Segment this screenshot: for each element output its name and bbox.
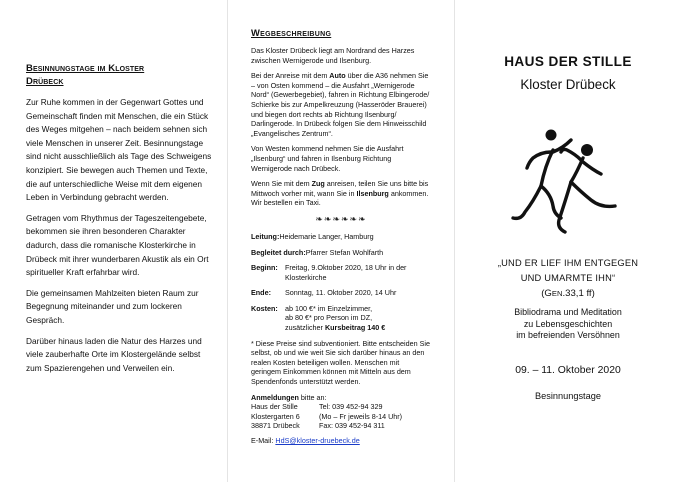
text: ab 80 €* pro Person im DZ, — [285, 313, 373, 323]
desc-line: Bibliodrama und Meditation — [514, 307, 622, 317]
value: Freitag, 9.Oktober 2020, 18 Uhr in der Klosterkirche — [285, 263, 407, 282]
intro-text — [26, 96, 216, 382]
cover-title: HAUS DER STILLE — [504, 54, 632, 69]
text: Auto — [329, 71, 346, 81]
label: Ende: — [251, 288, 271, 298]
label: E-Mail: — [251, 436, 276, 445]
text: Anmeldungen — [251, 392, 299, 402]
course-description — [454, 307, 682, 342]
label: Leitung: — [251, 231, 280, 241]
begleitet-row — [251, 248, 431, 258]
text: ab 100 €* im Einzelzimmer, — [285, 303, 373, 313]
paragraph: Darüber hinaus laden die Natur des Harzes und viele zauberhafte Orte im Klostergelände selbst zum Spazierengehen und Verweilen ein. — [26, 335, 202, 373]
beginn-row — [251, 263, 431, 282]
text: ankommen. Wir bestellen ein Taxi. — [251, 188, 429, 208]
paragraph: Die gemeinsamen Mahlzeiten bieten Raum zur Begegnung miteinander und zum lockeren Gespräch. — [26, 287, 199, 325]
text: Ilsenburg — [356, 188, 389, 198]
directions-heading: Wegbeschreibung — [251, 27, 332, 38]
bible-reference — [454, 288, 682, 299]
quote-line: UND UMARMTE IHN“ — [520, 273, 616, 283]
address-line: Klostergarten 6 — [251, 411, 300, 421]
event-type: Besinnungstage — [535, 391, 601, 401]
kosten-row — [251, 304, 431, 333]
text: Wenn Sie mit dem — [251, 179, 312, 189]
phone: Tel: 039 452-94 329 — [319, 402, 383, 412]
paragraph: Zur Ruhe kommen in der Gegenwart Gottes und Gemeinschaft finden mit Menschen, die ein Stück des Weges mitgehen – nach beidem sehnen sich viele Menschen in unserer Zeit. Besinnungstage sind nicht ausschließlich als Tage des Schweigens konzipiert. Sie bewegen auch Themen und Texte, die auf unterschiedliche Weise mit dem eigenen Leben in Verbindung gebracht werden. — [26, 97, 212, 203]
title-line: Besinnungstage im Kloster — [26, 63, 145, 74]
address-line: Haus der Stille — [251, 402, 298, 412]
text: .33,1 ff) — [562, 288, 595, 299]
directions-intro: Das Kloster Drübeck liegt am Nordrand des Harzes zwischen Wernigerode und Ilsenburg. — [251, 46, 415, 65]
email-link[interactable]: HdS@kloster-druebeck.de — [275, 436, 360, 445]
phone-hours: (Mo – Fr jeweils 8-14 Uhr) — [319, 411, 403, 421]
text: EN — [551, 289, 563, 298]
fax: Fax: 039 452-94 311 — [319, 421, 385, 431]
value — [283, 304, 385, 333]
panel-left — [0, 0, 227, 482]
directions-west: Von Westen kommend nehmen Sie die Ausfahrt „Ilsenburg“ und fahren in Ilsenburg Richtung Wernigerode nach Drübeck. — [251, 144, 404, 173]
text: über die A36 nehmen Sie – von Osten kommend – die Ausfahrt „Wernigerode Nord“ (Gewerbegebiet), fahren in Richtung Elbingerode/ Schierke bis zur Ampelkreuzung (Hasseröder Brauerei) und biegen dort rechts ab Richtung Ilsenburg/ Darlingerode. In Drübeck folgen Sie dem Hinweisschild „Evangelisches Zentrum“. — [251, 71, 430, 138]
desc-line: zu Lebensgeschichten — [523, 318, 613, 329]
text: zusätzlicher — [285, 323, 325, 333]
ornament-divider: ❧❧❧❧❧❧ — [315, 213, 367, 224]
value: Heidemarie Langer, Hamburg — [279, 231, 374, 241]
quote-line: „UND ER LIEF IHM ENTGEGEN — [497, 258, 639, 268]
text: Zug — [311, 179, 325, 189]
text: bitte an: — [298, 392, 327, 402]
bible-quote — [454, 256, 682, 286]
registration-heading — [251, 393, 431, 403]
price-note: * Diese Preise sind subventioniert. Bitte entscheiden Sie selbst, ob und wie weit Sie sich darüber hinaus an den realen Kosten beteiligen wollen. Menschen mit geringem Einkommen können mit Mitteln aus dem Spendenfonds unterstützt werden. — [251, 338, 430, 387]
value: Pfarrer Stefan Wohlfarth — [305, 247, 384, 257]
registration-address — [251, 402, 431, 431]
running-figures-illustration — [511, 126, 623, 236]
text: Bei der Anreise mit dem — [251, 71, 330, 81]
text: anreisen, teilen Sie uns bitte bis Mittwoch vorher mit, wann Sie in — [251, 179, 429, 198]
label: Beginn: — [251, 263, 278, 273]
leitung-row — [251, 232, 431, 242]
text: (G — [541, 288, 552, 299]
label: Kosten: — [251, 303, 278, 313]
paragraph: Getragen vom Rhythmus der Tageszeitengebete, bekommen sie ihren besonderen Charakter dadurch, dass die romanische Klosterkirche in Drübeck mit ihrer wunderbaren Akustik als ein Ort spiritueller Kraft erfahrbar wird. — [26, 212, 209, 278]
ende-row — [251, 288, 431, 298]
directions-car — [251, 71, 431, 138]
address-line: 38871 Drübeck — [251, 421, 300, 431]
directions-train — [251, 179, 431, 208]
desc-line: im befreienden Versöhnen — [516, 330, 620, 341]
text: Kursbeitrag 140 € — [324, 323, 386, 333]
title-line: Drübeck — [26, 76, 64, 87]
event-dates: 09. – 11. Oktober 2020 — [515, 365, 621, 376]
cover-subtitle: Kloster Drübeck — [520, 77, 616, 92]
section-title — [26, 62, 216, 88]
panel-cover — [454, 0, 682, 482]
value: Sonntag, 11. Oktober 2020, 14 Uhr — [285, 288, 397, 298]
email-row — [251, 436, 431, 446]
panel-middle — [227, 0, 454, 482]
label: Begleitet durch: — [251, 247, 306, 257]
